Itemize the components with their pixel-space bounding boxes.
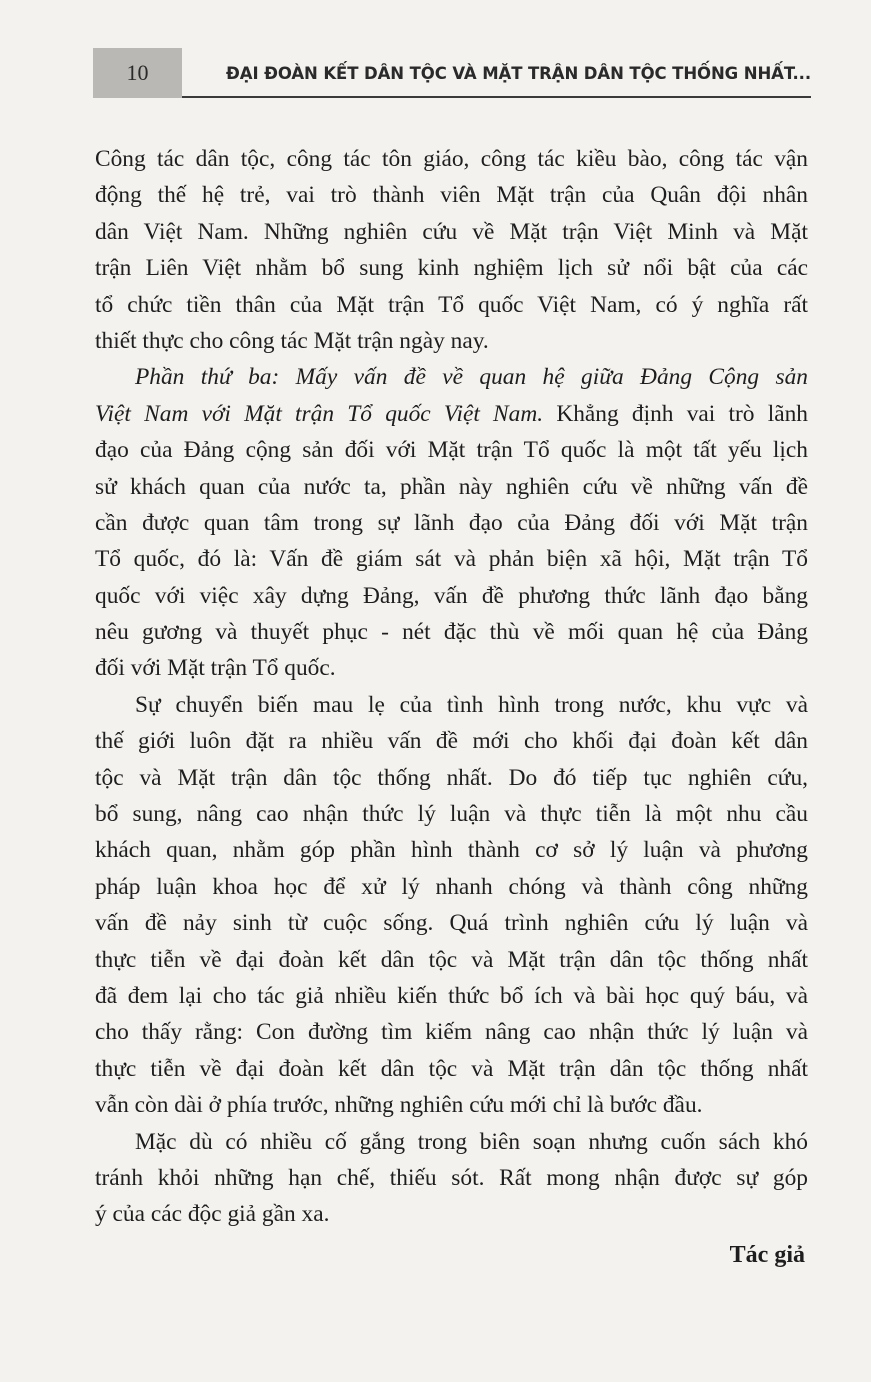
text-line: động thế hệ trẻ, vai trò thành viên Mặt trận của Quân đội nhân [95, 182, 808, 209]
page-number: 10 [126, 60, 149, 85]
page-number-box [93, 48, 182, 98]
text-line: vấn đề nảy sinh từ cuộc sống. Quá trình nghiên cứu lý luận và [95, 910, 808, 937]
page-header [93, 48, 811, 98]
text-line-mixed [95, 396, 808, 432]
text-line: thiết thực cho công tác Mặt trận ngày nay. [95, 327, 489, 354]
text-line: Mặc dù có nhiều cố gắng trong biên soạn nhưng cuốn sách khó [135, 1128, 808, 1155]
text-line: Sự chuyển biến mau lẹ của tình hình trong nước, khu vực và [135, 691, 808, 718]
text-line: bổ sung, nâng cao nhận thức lý luận và thực tiễn là một nhu cầu [95, 801, 808, 828]
text-line: Tổ quốc, đó là: Vấn đề giám sát và phản biện xã hội, Mặt trận Tổ [95, 546, 808, 573]
text-line-italic-heading: Phần thứ ba: Mấy vấn đề về quan hệ giữa Đảng Cộng sản [135, 364, 808, 391]
text-line: tổ chức tiền thân của Mặt trận Tổ quốc Việt Nam, có ý nghĩa rất [95, 291, 808, 318]
text-line: tránh khỏi những hạn chế, thiếu sót. Rất mong nhận được sự góp [95, 1164, 808, 1191]
body-text [95, 141, 808, 1233]
author-signature: Tác giả [729, 1242, 805, 1268]
text-line: nêu gương và thuyết phục - nét đặc thù về mối quan hệ của Đảng [95, 619, 808, 646]
text-line: đối với Mặt trận Tổ quốc. [95, 655, 336, 682]
text-run: Khẳng định vai trò lãnh [543, 400, 808, 427]
text-line: đạo của Đảng cộng sản đối với Mặt trận Tổ quốc là một tất yếu lịch [95, 437, 808, 464]
text-line: sử khách quan của nước ta, phần này nghiên cứu về những vấn đề [95, 473, 808, 500]
text-line: thực tiễn về đại đoàn kết dân tộc và Mặt trận dân tộc thống nhất [95, 1055, 808, 1082]
running-title: ĐẠI ĐOÀN KẾT DÂN TỘC VÀ MẶT TRẬN DÂN TỘC THỐNG NHẤT... [226, 64, 811, 83]
text-line: thế giới luôn đặt ra nhiều vấn đề mới cho khối đại đoàn kết dân [95, 728, 808, 755]
text-line: khách quan, nhằm góp phần hình thành cơ sở lý luận và phương [95, 837, 808, 864]
text-line: quốc với việc xây dựng Đảng, vấn đề phương thức lãnh đạo bằng [95, 582, 808, 609]
text-line: pháp luận khoa học để xử lý nhanh chóng và thành công những [95, 873, 808, 900]
text-line: đã đem lại cho tác giả nhiều kiến thức bổ ích và bài học quý báu, và [95, 982, 808, 1009]
text-line: thực tiễn về đại đoàn kết dân tộc và Mặt trận dân tộc thống nhất [95, 946, 808, 973]
text-line: vẫn còn dài ở phía trước, những nghiên cứu mới chỉ là bước đầu. [95, 1092, 703, 1119]
text-line: ý của các độc giả gần xa. [95, 1201, 330, 1228]
text-line: Công tác dân tộc, công tác tôn giáo, công tác kiều bào, công tác vận [95, 146, 808, 172]
text-line: cho thấy rằng: Con đường tìm kiếm nâng cao nhận thức lý luận và [95, 1019, 808, 1046]
text-line: dân Việt Nam. Những nghiên cứu về Mặt trận Việt Minh và Mặt [95, 218, 808, 245]
italic-lead: Việt Nam với Mặt trận Tổ quốc Việt Nam. [95, 400, 544, 427]
text-line: cần được quan tâm trong sự lãnh đạo của Đảng đối với Mặt trận [95, 509, 808, 536]
header-divider [182, 96, 811, 98]
text-line: trận Liên Việt nhằm bổ sung kinh nghiệm lịch sử nổi bật của các [95, 255, 808, 282]
text-line: tộc và Mặt trận dân tộc thống nhất. Do đó tiếp tục nghiên cứu, [95, 764, 808, 791]
